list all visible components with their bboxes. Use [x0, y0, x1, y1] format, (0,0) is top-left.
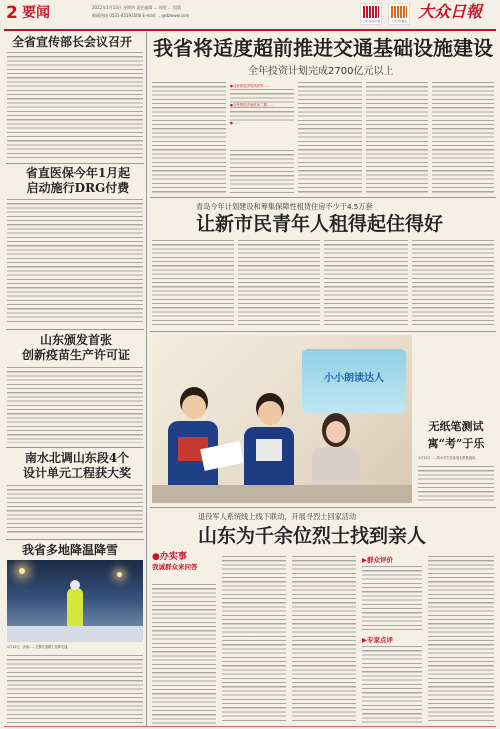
desk [152, 485, 412, 503]
section-name: 要闻 [22, 5, 50, 21]
story-title [18, 166, 138, 196]
header-meta-line2: 新闻热线 0531-85193500 E-mail: ...@dzwww.com [92, 13, 190, 18]
story2-headline: 让新市民青年人租得起住得好 [196, 213, 444, 235]
story-divider [150, 197, 496, 198]
header-rule [4, 29, 496, 31]
officer-head [70, 580, 80, 590]
header-meta-line1: 2022年1月13日 星期四 责任编辑 ... 视觉 ... 组版 [92, 5, 182, 10]
story-title [14, 333, 138, 363]
lead-headline: 我省将适度超前推进交通基础设施建设 [153, 36, 493, 60]
feature-photo [152, 335, 412, 503]
story-body [152, 82, 226, 194]
box-label: ▶专家点评 [362, 636, 393, 644]
sidebar-item: ●加快推进济郑高铁等…… [230, 84, 271, 88]
story-divider [6, 329, 144, 330]
story-divider [6, 163, 144, 164]
sidebar-item: ●加快推进济南机场二期…… [230, 102, 274, 107]
street-light [117, 572, 122, 577]
lead-subhead: 全年投资计划完成2700亿元以上 [248, 66, 394, 77]
title-line: 创新疫苗生产许可证 [21, 348, 130, 362]
story-body [324, 240, 408, 328]
photo-caption: 1月12日……的小学生在参加无纸笔测试。 [418, 456, 479, 460]
title-line: 山东颁发首张 [39, 333, 112, 347]
story-body [292, 556, 356, 724]
story-divider [6, 447, 144, 448]
story-divider [6, 539, 144, 540]
story-title [16, 451, 138, 481]
page-header [0, 0, 500, 32]
title-line: 省直医保今年1月起 [25, 166, 131, 180]
story3-headline: 山东为千余位烈士找到亲人 [198, 525, 427, 547]
story-body [238, 240, 320, 328]
story-body [152, 584, 216, 724]
story-body [7, 655, 143, 723]
qr-icon [391, 6, 407, 18]
story-title: 全省宣传部长会议召开 [12, 35, 133, 49]
story-body [7, 52, 143, 160]
title-line: 启动施行DRG付费 [26, 181, 130, 195]
box-label: ▶群众评价 [362, 556, 393, 564]
story2-kicker: 青岛今年计划建设和筹集保障性租赁住房不少于4.5万套 [196, 202, 373, 211]
wechat-badge[interactable] [388, 3, 410, 25]
lead-sidebar [230, 84, 294, 146]
column-tag [152, 552, 222, 582]
story-body [412, 240, 494, 328]
column-tag-main: ●办实事 [152, 552, 187, 562]
column-divider [146, 32, 147, 726]
story-body [7, 199, 143, 325]
story-body [428, 556, 494, 724]
story-body [7, 367, 143, 443]
story3-kicker: 退役军人系统线上线下联动，开展寻烈士回家活动 [198, 512, 357, 521]
story-divider [150, 331, 496, 332]
title-line: 设计单元工程获大奖 [22, 466, 131, 480]
title-line: 南水北调山东段4个 [24, 451, 130, 465]
banner-text: 小小朗读达人 [324, 373, 384, 384]
box-body [362, 646, 422, 724]
qr-icon [363, 6, 379, 18]
photo-title: 无纸笔测试 [428, 420, 484, 433]
story-body [7, 485, 143, 535]
box-body [362, 566, 422, 632]
photo-subtitle: 寓“考”于乐 [427, 437, 485, 450]
snow-ground [7, 626, 143, 642]
story-body [432, 82, 494, 194]
column-tag-sub: 我诚群众来问答 [152, 563, 198, 571]
story-body [222, 556, 286, 724]
photo-caption: 1月12日，济南……交警在道路上指挥交通。 [7, 645, 71, 649]
traffic-officer [67, 588, 83, 630]
story-body [298, 82, 362, 194]
badge-label: 大众日报客户端 [361, 20, 381, 23]
story-body [418, 466, 494, 502]
sidebar-item: ●…… [230, 121, 240, 126]
photo-banner [302, 349, 406, 413]
snow-photo [7, 560, 143, 642]
street-light [19, 568, 25, 574]
page-number: 2 [6, 3, 18, 23]
footer-rule [4, 726, 496, 727]
app-badge[interactable] [360, 3, 382, 25]
story-body [366, 82, 428, 194]
badge-label: 大众日报微信 [391, 20, 407, 23]
story-body [152, 240, 234, 328]
newspaper-logo: 大众日報 [418, 2, 483, 21]
story-title: 我省多地降温降雪 [22, 543, 119, 557]
story-body [230, 150, 294, 194]
story-divider [150, 507, 496, 508]
